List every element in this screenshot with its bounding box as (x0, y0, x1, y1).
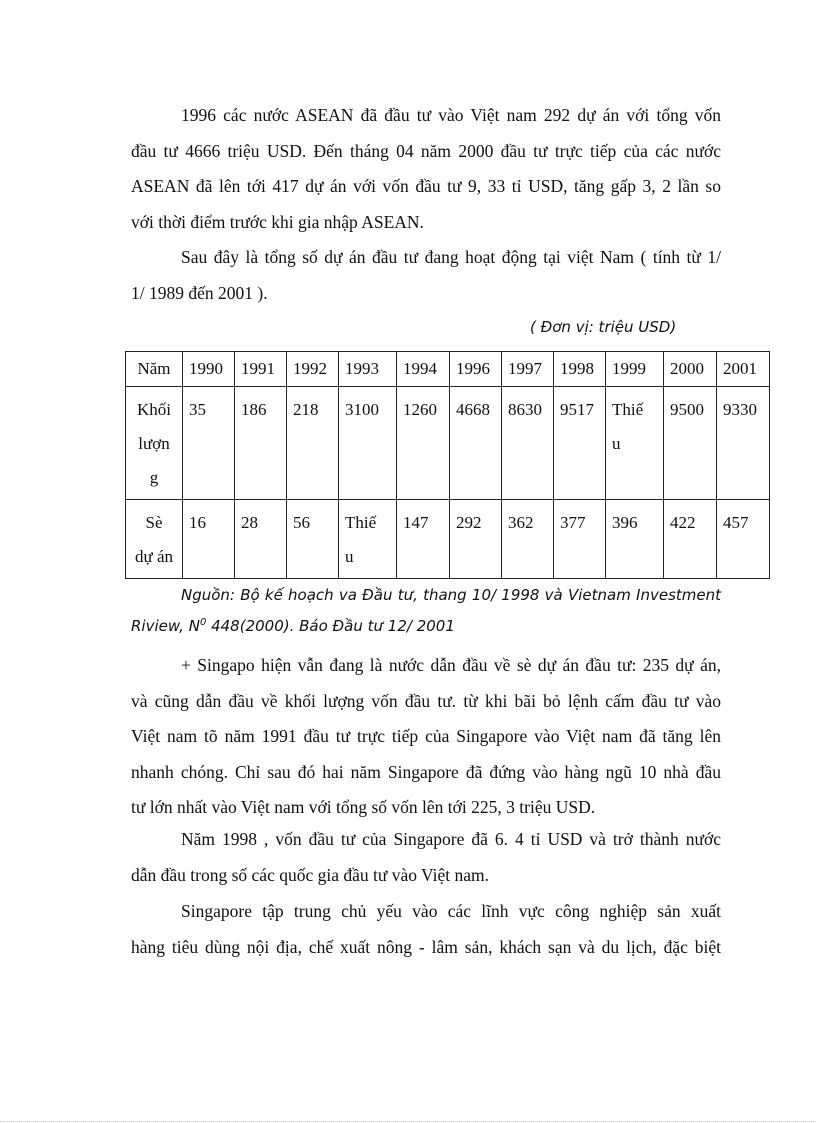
text-line: tư lớn nhất vào Việt nam với tổng số vốn lên tới 225, 3 triệu USD. (131, 797, 596, 817)
year-cell: 1992 (287, 352, 339, 387)
text-line: 1/ 1989 đến 2001 ). (131, 282, 268, 303)
row-label-part: Khối (137, 400, 171, 419)
value-cell: Thiế u (606, 387, 664, 500)
table-header-row (126, 352, 770, 387)
investment-table (125, 351, 770, 579)
year-cell: 2000 (664, 352, 717, 387)
value-cell: 457 (717, 500, 770, 579)
year-cell: 1993 (339, 352, 397, 387)
superscript: 0 (199, 617, 207, 628)
value-cell: 16 (183, 500, 235, 579)
value-cell: 1260 (397, 387, 450, 500)
table-row-volume (126, 387, 770, 500)
value-cell: 9500 (664, 387, 717, 500)
value-cell: 377 (554, 500, 606, 579)
text-line: Singapore tập trung chủ yếu vào các lĩnh vực công nghiệp sản xuất (181, 901, 721, 921)
year-cell: 2001 (717, 352, 770, 387)
value-cell: 422 (664, 500, 717, 579)
year-cell: 1999 (606, 352, 664, 387)
text-line: Việt nam tõ năm 1991 đầu tư trực tiếp của Singapore vào Việt nam đã tăng lên (131, 726, 721, 746)
value-cell: 218 (287, 387, 339, 500)
text-line: và cũng dẫn đầu về khối lượng vốn đầu tư. từ khi bãi bỏ lệnh cấm đầu tư vào (131, 690, 721, 711)
value-cell: 9330 (717, 387, 770, 500)
value-cell: 28 (235, 500, 287, 579)
row-label-volume (126, 387, 183, 500)
row-label-part: dự án (134, 547, 173, 566)
value-cell: 35 (183, 387, 235, 500)
value-cell: Thiế u (339, 500, 397, 579)
year-cell: 1997 (502, 352, 554, 387)
row-label-part: g (149, 468, 159, 487)
table-row-project-count (126, 500, 770, 579)
value-cell: 3100 (339, 387, 397, 500)
value-cell: 362 (502, 500, 554, 579)
source-text: 448(2000). Báo Đầu tư 12/ 2001 (206, 617, 455, 635)
paragraph-table-intro (131, 240, 721, 311)
row-label-project-count (126, 500, 183, 579)
text-line: ASEAN đã lên tới 417 dự án với vốn đầu tư 9, 33 tỉ USD, tăng gấp 3, 2 lần so (131, 176, 721, 196)
paragraph-singapore-1998 (131, 822, 721, 893)
value-cell: 186 (235, 387, 287, 500)
value-cell: 147 (397, 500, 450, 579)
value-cell: 292 (450, 500, 502, 579)
value-cell: 8630 (502, 387, 554, 500)
row-label-part: Sè (145, 513, 163, 532)
text-line: hàng tiêu dùng nội địa, chế xuất nông - lâm sản, khách sạn và du lịch, đặc biệt (131, 936, 721, 957)
paragraph-asean-investment (131, 98, 721, 240)
source-text: Riview, N (131, 617, 200, 635)
text-line: Năm 1998 , vốn đầu tư của Singapore đã 6. 4 tỉ USD và trở thành nước (181, 829, 721, 849)
text-line: đầu tư 4666 triệu USD. Đến tháng 04 năm 2000 đầu tư trực tiếp của các nước (131, 140, 721, 161)
year-cell: 1990 (183, 352, 235, 387)
header-label-cell: Năm (126, 352, 183, 387)
source-line: Nguồn: Bộ kế hoạch va Đầu tư, thang 10/ 1998 và Vietnam Investment (181, 586, 721, 604)
value-cell: 56 (287, 500, 339, 579)
text-line: 1996 các nước ASEAN đã đầu tư vào Việt nam 292 dự án với tổng vốn (181, 105, 721, 125)
value-cell: 4668 (450, 387, 502, 500)
source-line (131, 611, 721, 642)
unit-note: ( Đơn vị: triệu USD) (530, 318, 677, 336)
value-cell: 396 (606, 500, 664, 579)
page-edge-divider (0, 1121, 816, 1122)
year-cell: 1991 (235, 352, 287, 387)
paragraph-singapore-sectors (131, 894, 721, 965)
year-cell: 1998 (554, 352, 606, 387)
text-line: dẫn đầu trong số các quốc gia đầu tư vào Việt nam. (131, 864, 490, 885)
text-line: + Singapo hiện vẫn đang là nước dẫn đầu về sè dự án đầu tư: 235 dự án, (181, 655, 721, 675)
text-line: Sau đây là tổng số dự án đầu tư đang hoạt động tại việt Nam ( tính từ 1/ (181, 247, 721, 267)
text-line: nhanh chóng. Chỉ sau đó hai năm Singapore đã đứng vào hàng ngũ 10 nhà đầu (131, 761, 721, 782)
text-line: với thời điểm trước khi gia nhập ASEAN. (131, 211, 424, 232)
paragraph-singapore-lead (131, 648, 721, 826)
value-cell: 9517 (554, 387, 606, 500)
year-cell: 1994 (397, 352, 450, 387)
row-label-part: lượn (138, 434, 170, 453)
year-cell: 1996 (450, 352, 502, 387)
source-note (131, 580, 721, 642)
